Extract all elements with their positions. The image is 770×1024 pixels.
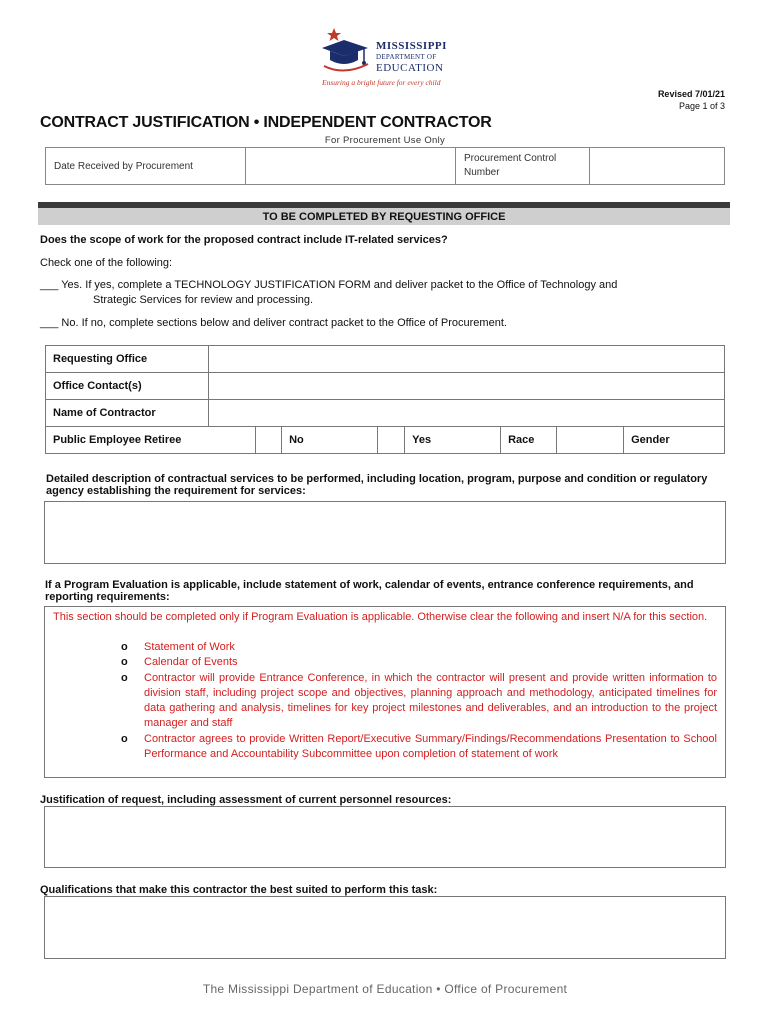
logo-text-line2: DEPARTMENT OF (376, 53, 437, 61)
bullet-icon: o (121, 656, 128, 669)
program-evaluation-field[interactable] (44, 606, 726, 778)
logo-text-line1: MISSISSIPPI (376, 40, 447, 52)
contractor-name-field[interactable] (209, 400, 725, 427)
revised-date: Revised 7/01/21 (657, 89, 725, 99)
logo-tagline: Ensuring a bright future for every child (322, 78, 441, 87)
justification-field[interactable] (44, 806, 726, 868)
it-question: Does the scope of work for the proposed contract include IT-related services? (40, 234, 448, 246)
logo-text-line3: EDUCATION (376, 62, 444, 74)
retiree-label: Public Employee Retiree (46, 427, 256, 454)
retiree-yes-label: Yes (405, 427, 501, 454)
qualifications-field[interactable] (44, 896, 726, 959)
requesting-office-field[interactable] (209, 346, 725, 373)
qualifications-label: Qualifications that make this contractor the best suited to perform this task: (40, 884, 438, 896)
program-evaluation-list (121, 640, 717, 762)
list-item: o Contractor will provide Entrance Conference, in which the contractor will present and provide written information to division staff, including project scope and objectives, planning approach and methodology, anticipated timelines for data gathering and analysis, timelines for key project milestones and deliverables, and an introduction to the project manager and staff (121, 671, 717, 730)
contractor-name-label: Name of Contractor (46, 400, 209, 427)
race-label: Race (501, 427, 557, 454)
retiree-no-label: No (282, 427, 378, 454)
list-item: o Calendar of Events (121, 655, 717, 670)
description-label: Detailed description of contractual services to be performed, including location, program, purpose and condition or regulatory agency establishing the requirement for services: (46, 473, 708, 497)
race-field[interactable] (557, 427, 624, 454)
control-number-label: Procurement Control Number (456, 148, 590, 185)
yes-option[interactable]: ___ Yes. If yes, complete a TECHNOLOGY JUSTIFICATION FORM and deliver packet to the Office of Technology and (40, 279, 618, 291)
description-field[interactable] (44, 501, 726, 564)
procurement-use-label: For Procurement Use Only (324, 135, 446, 146)
retiree-checkbox-no[interactable] (256, 427, 282, 454)
section-header-requesting-office: TO BE COMPLETED BY REQUESTING OFFICE (38, 208, 730, 225)
bullet-icon: o (121, 732, 128, 745)
control-number-field[interactable] (590, 148, 725, 185)
date-received-field[interactable] (246, 148, 456, 185)
yes-option-continued: Strategic Services for review and processing. (93, 294, 314, 306)
gender-cell (624, 427, 725, 454)
bullet-icon: o (121, 671, 128, 684)
bullet-icon: o (121, 641, 128, 653)
logo-emblem-icon (318, 26, 374, 76)
program-evaluation-label: If a Program Evaluation is applicable, include statement of work, calendar of events, entrance conference requirements, and reporting requirements: (45, 579, 694, 603)
contractor-info-table (45, 345, 725, 454)
procurement-table (45, 147, 725, 185)
list-item: o Statement of Work (121, 640, 717, 655)
page-footer: The Mississippi Department of Education • Office of Procurement (202, 982, 568, 996)
page-number: Page 1 of 3 (678, 101, 725, 111)
check-instruction: Check one of the following: (40, 257, 173, 269)
list-item: o Contractor agrees to provide Written Report/Executive Summary/Findings/Recommendations Presentation to School Performance and Accountability Subcommittee upon completion of statement of work (121, 732, 717, 761)
justification-label: Justification of request, including assessment of current personnel resources: (40, 794, 452, 806)
page-title: CONTRACT JUSTIFICATION • INDEPENDENT CONTRACTOR (40, 114, 492, 131)
retiree-checkbox-yes[interactable] (378, 427, 405, 454)
mde-logo (318, 26, 458, 92)
gender-label: Gender (631, 434, 670, 446)
date-received-label: Date Received by Procurement (46, 148, 246, 185)
requesting-office-label: Requesting Office (46, 346, 209, 373)
office-contacts-label: Office Contact(s) (46, 373, 209, 400)
no-option[interactable]: ___ No. If no, complete sections below and deliver contract packet to the Office of Procurement. (40, 317, 507, 329)
office-contacts-field[interactable] (209, 373, 725, 400)
program-evaluation-note: This section should be completed only if Program Evaluation is applicable. Otherwise clear the following and insert N/A for this section. (53, 611, 708, 623)
